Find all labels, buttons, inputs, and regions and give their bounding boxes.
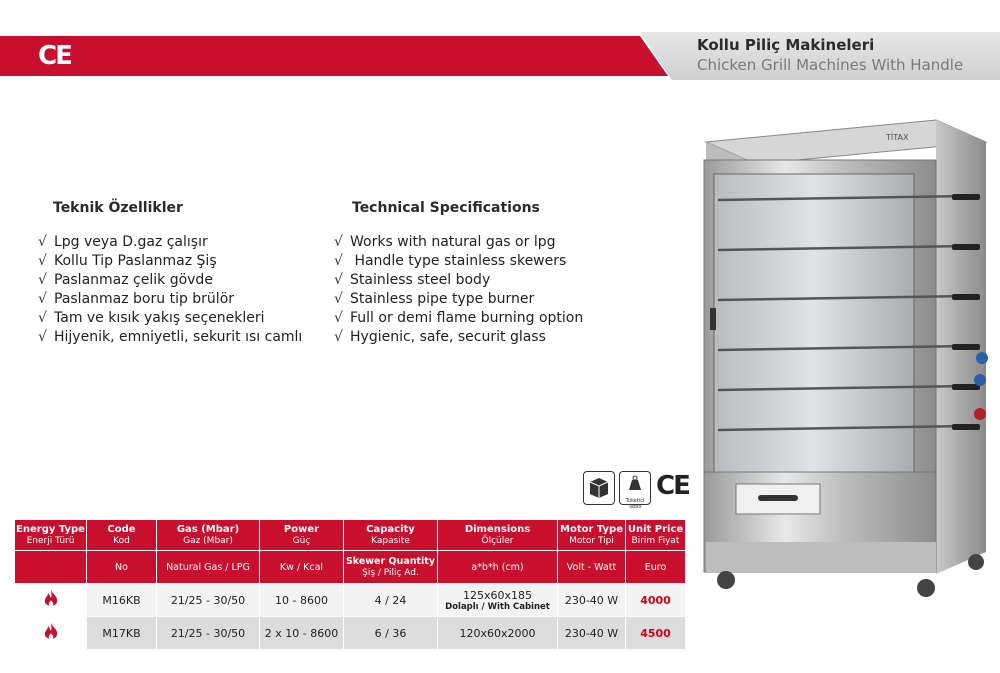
cell-code: M16KB	[87, 584, 157, 617]
spec-en-item: √ Handle type stainless skewers	[334, 253, 567, 269]
header-gas: Gas (Mbar) Gaz (Mbar)	[157, 520, 260, 551]
check-icon: √	[38, 329, 47, 345]
cell-power: 2 x 10 - 8600	[260, 617, 344, 650]
cell-capacity: 6 / 36	[344, 617, 438, 650]
spec-en-item: √ Stainless pipe type burner	[334, 291, 535, 307]
page-title-en: Chicken Grill Machines With Handle	[697, 56, 964, 74]
chicken-grill-machine-image	[696, 112, 996, 610]
check-icon: √	[334, 234, 343, 250]
header-motor: Motor Type Motor Tipi	[558, 520, 626, 551]
spec-en-item: √ Works with natural gas or lpg	[334, 234, 556, 250]
header-code: Code Kod	[87, 520, 157, 551]
subheader-code: No	[87, 551, 157, 584]
flame-icon	[15, 617, 87, 650]
check-icon: √	[38, 291, 47, 307]
check-icon: √	[334, 291, 343, 307]
table-header-row	[15, 520, 686, 551]
ce-logo: CE	[38, 41, 71, 71]
check-icon: √	[38, 310, 47, 326]
cell-dimensions: 125x60x185 Dolaplı / With Cabinet	[438, 584, 558, 617]
check-icon: √	[38, 272, 47, 288]
table-row	[15, 617, 686, 650]
spec-tr-item: √ Tam ve kısık yakış seçenekleri	[38, 310, 265, 326]
weight-icon: Tuketici Tablo	[619, 471, 651, 505]
header-capacity: Capacity Kapasite	[344, 520, 438, 551]
certification-badges	[583, 471, 698, 510]
spec-tr-item: √ Kollu Tip Paslanmaz Şiş	[38, 253, 217, 269]
spec-tr-item: √ Paslanmaz çelik gövde	[38, 272, 213, 288]
cell-price: 4000	[626, 584, 686, 617]
specs-en-title: Technical Specifications	[352, 200, 540, 216]
cell-gas: 21/25 - 30/50	[157, 584, 260, 617]
package-icon	[583, 471, 615, 505]
subheader-motor: Volt - Watt	[558, 551, 626, 584]
cell-code: M17KB	[87, 617, 157, 650]
cell-motor: 230-40 W	[558, 617, 626, 650]
specs-tr-list	[38, 233, 302, 347]
specs-tr-title: Teknik Özellikler	[53, 200, 183, 216]
cell-motor: 230-40 W	[558, 584, 626, 617]
spec-en-item: √ Stainless steel body	[334, 272, 491, 288]
spec-en-item: √ Hygienic, safe, securit glass	[334, 329, 546, 345]
cell-power: 10 - 8600	[260, 584, 344, 617]
header-dimensions: Dimensions Ölçüler	[438, 520, 558, 551]
check-icon: √	[334, 310, 343, 326]
spec-tr-item: √ Paslanmaz boru tip brülör	[38, 291, 235, 307]
header-energy: Energy Type Enerji Türü	[15, 520, 87, 551]
subheader-capacity: Skewer Quantity Şiş / Piliç Ad.	[344, 551, 438, 584]
header-price: Unit Price Birim Fiyat	[626, 520, 686, 551]
spec-tr-item: √ Hijyenik, emniyetli, sekurit ısı camlı	[38, 329, 303, 345]
spec-tr-item: √ Lpg veya D.gaz çalışır	[38, 234, 208, 250]
check-icon: √	[38, 253, 47, 269]
spec-en-item: √ Full or demi flame burning option	[334, 310, 584, 326]
subheader-dimensions: a*b*h (cm)	[438, 551, 558, 584]
table-subheader-row	[15, 551, 686, 584]
flame-icon	[15, 584, 87, 617]
price-table	[14, 519, 686, 650]
check-icon: √	[38, 234, 47, 250]
header-band	[0, 36, 668, 76]
check-icon: √	[334, 272, 343, 288]
header-power: Power Güç	[260, 520, 344, 551]
brand-label: TİTAX	[886, 133, 909, 142]
cell-dimensions: 120x60x2000	[438, 617, 558, 650]
subheader-gas: Natural Gas / LPG	[157, 551, 260, 584]
check-icon: √	[334, 329, 343, 345]
specs-en-list	[334, 233, 583, 347]
cell-capacity: 4 / 24	[344, 584, 438, 617]
cell-price: 4500	[626, 617, 686, 650]
subheader-price: Euro	[626, 551, 686, 584]
cell-gas: 21/25 - 30/50	[157, 617, 260, 650]
page-title-tr: Kollu Piliç Makineleri	[697, 36, 875, 54]
subheader-power: Kw / Kcal	[260, 551, 344, 584]
ce-mark-icon: CE	[656, 471, 689, 501]
table-row	[15, 584, 686, 617]
check-icon: √	[334, 253, 343, 269]
